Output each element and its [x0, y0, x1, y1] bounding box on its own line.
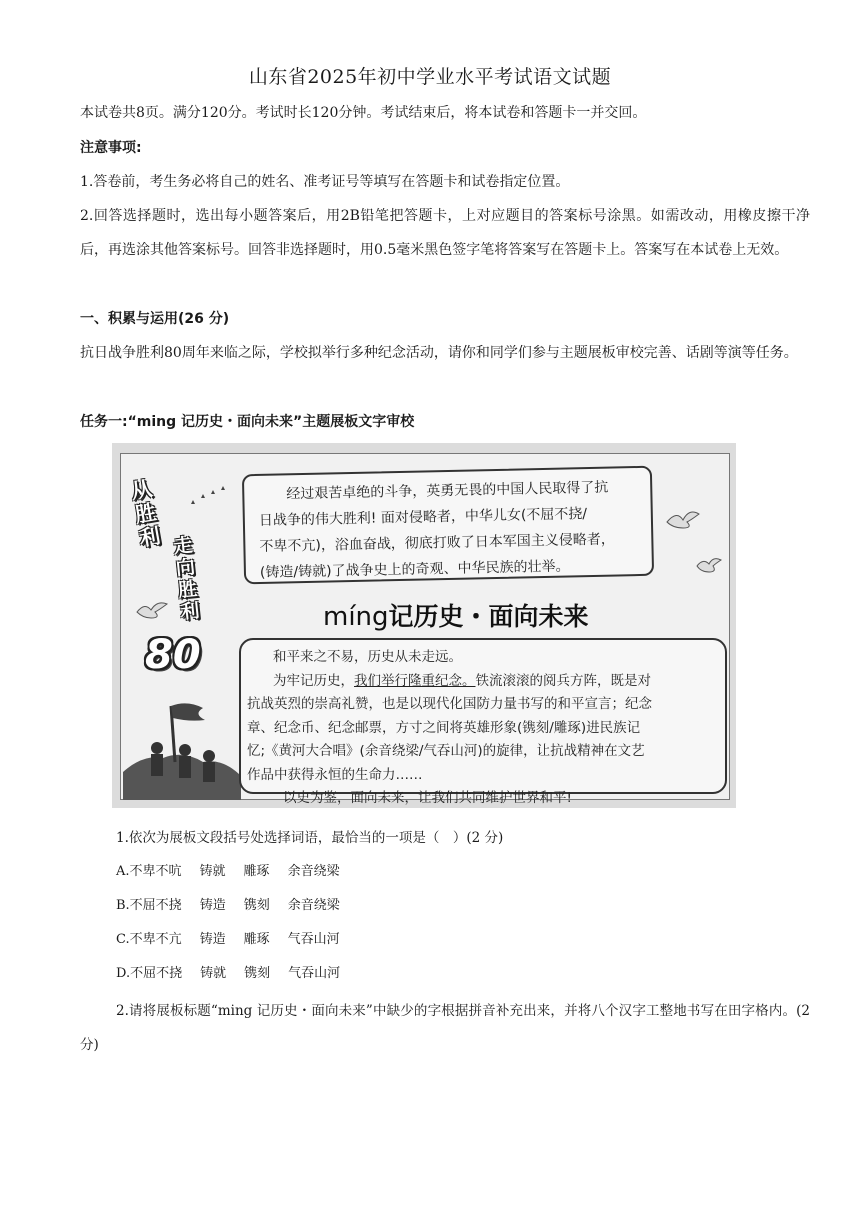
notice-item-1: 1.答卷前，考生务必将自己的姓名、准考证号等填写在答题卡和试卷指定位置。	[80, 174, 570, 190]
option-word: 雕琢	[243, 932, 270, 947]
option-word: 镌刻	[244, 966, 271, 981]
poster-side-title-1: 从胜利	[129, 476, 163, 551]
option-word: 铸就	[199, 864, 226, 879]
bottom-text-line: 和平来之不易，历史从未走远。	[273, 649, 462, 665]
bottom-text-segment: 铁流滚滚的阅兵方阵，既是对	[475, 672, 651, 689]
option-word: 铸就	[200, 966, 227, 981]
section-heading: 一、积累与运用(26 分)	[80, 311, 230, 327]
soldiers-flag-icon	[123, 692, 241, 800]
top-text-line: 经过艰苦卓绝的斗争，英勇无畏的中国人民取得了抗	[286, 479, 609, 503]
poster-bottom-textbox	[239, 638, 727, 806]
poster-title	[323, 597, 589, 633]
poster-board	[120, 453, 730, 806]
option-label: A.不卑不吭	[116, 864, 182, 879]
option-c	[116, 928, 358, 947]
poster-side-title-2: 走向胜利	[172, 534, 201, 624]
poster-title-pinyin: míng	[323, 602, 389, 632]
bottom-text-segment: 为牢记历史，	[273, 672, 354, 689]
option-b	[116, 894, 358, 913]
underlined-sentence: 我们举行隆重纪念。	[354, 672, 476, 689]
option-word: 气吞山河	[287, 932, 340, 947]
bottom-text-line: 以史为鉴，面向未来，让我们共同维护世界和平!	[283, 790, 572, 806]
scenario-text: 抗日战争胜利80周年来临之际，学校拟举行多种纪念活动，请你和同学们参与主题展板审校完善、话剧等演等任务。	[80, 345, 798, 361]
poster-top-textbox	[242, 466, 654, 585]
option-label: C.不卑不亢	[116, 932, 182, 947]
stars-icon	[187, 484, 233, 508]
task-heading: 任务一:“ming 记历史・面向未来”主题展板文字审校	[80, 414, 415, 430]
notice-heading: 注意事项:	[80, 140, 142, 156]
bottom-text-line	[247, 670, 719, 694]
dove-icon	[665, 506, 701, 532]
option-word: 镌刻	[243, 898, 270, 913]
option-word: 气吞山河	[288, 966, 341, 981]
option-d	[116, 962, 358, 981]
bottom-text-line: 抗战英烈的崇高礼赞，也是以现代化国防力量书写的和平宣言；纪念	[247, 696, 652, 712]
dove-icon	[135, 598, 169, 622]
poster-title-text: 记历史・面向未来	[388, 602, 589, 631]
option-word: 铸造	[199, 898, 226, 913]
question-1: 1.依次为展板文段括号处选择词语，最恰当的一项是（ ）(2 分)	[116, 830, 504, 846]
bottom-text-line: 章、纪念币、纪念邮票，方寸之间将英雄形象(镌刻/雕琢)进民族记	[247, 719, 641, 736]
bottom-text-line: 忆;《黄河大合唱》(余音绕梁/气吞山河)的旋律，让抗战精神在文艺	[247, 743, 645, 759]
poster-photo	[112, 443, 736, 808]
dove-icon	[695, 554, 723, 576]
notice-item-2: 2.回答选择题时，选出每小题答案后，用2B铅笔把答题卡，上对应题目的答案标号涂黑。如需改动，用橡皮擦干净后，再选涂其他答案标号。回答非选择题时，用0.5毫米黑色签字笔将答案写在答题卡上。答案写在本试卷上无效。	[80, 208, 810, 258]
option-word: 余音绕梁	[287, 864, 340, 879]
bottom-text-line: 作品中获得永恒的生命力……	[247, 766, 423, 783]
option-label: B.不屈不挠	[116, 898, 182, 913]
top-text-line: 日战争的伟大胜利! 面对侵略者，中华儿女(不屈不挠/	[258, 506, 588, 529]
option-word: 铸造	[199, 932, 226, 947]
top-text-line: 不卑不亢)，浴血奋战，彻底打败了日本军国主义侵略者，	[259, 531, 615, 555]
option-word: 余音绕梁	[287, 898, 340, 913]
top-text-line: (铸造/铸就)了战争史上的奇观、中华民族的壮举。	[259, 558, 570, 581]
page-title: 山东省2025年初中学业水平考试语文试题	[248, 66, 612, 88]
option-label: D.不屈不挠	[116, 966, 183, 981]
anniversary-badge: 80	[145, 632, 201, 678]
intro-text: 本试卷共8页。满分120分。考试时长120分钟。考试结束后，将本试卷和答题卡一并交回。	[80, 105, 647, 121]
option-a	[116, 860, 358, 879]
option-word: 雕琢	[243, 864, 270, 879]
question-2: 2.请将展板标题“ming 记历史・面向未来”中缺少的字根据拼音补充出来，并将八个汉字工整地书写在田字格内。(2 分)	[80, 1003, 810, 1053]
